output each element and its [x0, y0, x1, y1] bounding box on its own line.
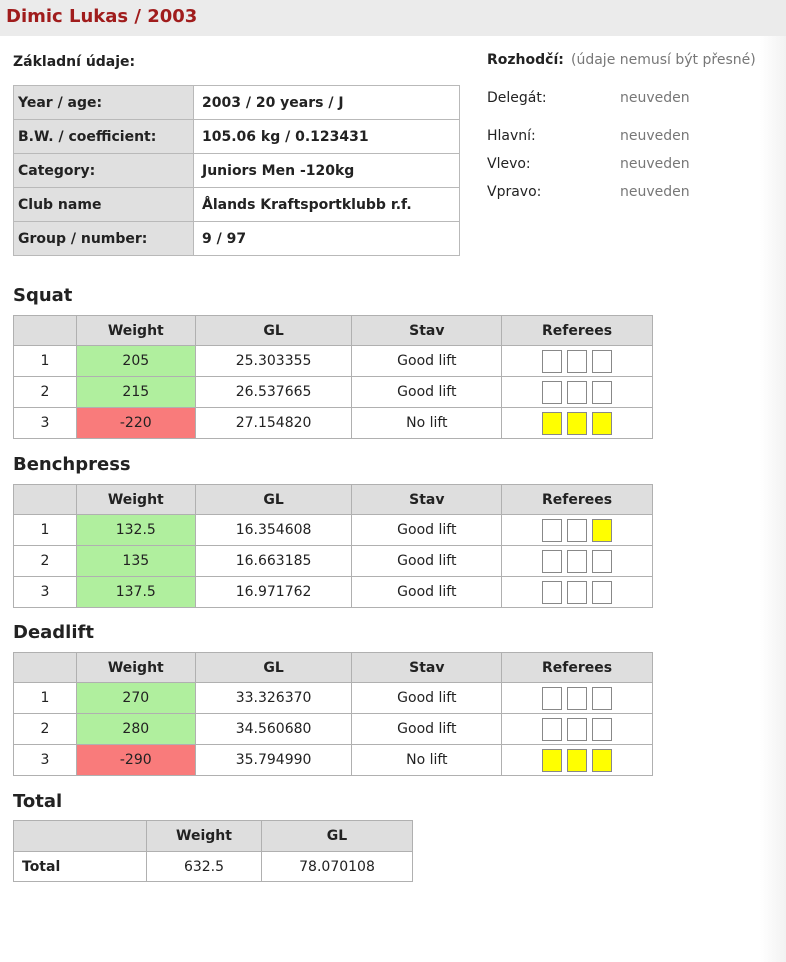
attempt-status: Good lift: [352, 546, 502, 577]
attempt-gl: 33.326370: [195, 683, 352, 714]
attempt-weight: -220: [76, 408, 195, 439]
info-key: Category:: [14, 154, 194, 188]
attempt-gl: 16.663185: [195, 546, 352, 577]
attempt-gl: 16.354608: [195, 515, 352, 546]
attempt-row: [14, 408, 653, 439]
lift-header-row: [14, 316, 653, 346]
referee-light: [542, 581, 562, 604]
referee-lights: [502, 687, 652, 710]
referee-light: [542, 519, 562, 542]
info-row: [14, 188, 460, 222]
referee-lights: [502, 381, 652, 404]
referee-lights: [502, 412, 652, 435]
attempt-status: Good lift: [352, 577, 502, 608]
attempt-referees: [502, 515, 653, 546]
referee-label: Delegát:: [487, 90, 547, 106]
referee-light: [567, 749, 587, 772]
referee-value: neuveden: [620, 156, 690, 172]
attempt-number: 2: [14, 377, 77, 408]
attempt-row: [14, 515, 653, 546]
attempt-row: [14, 683, 653, 714]
referee-value: neuveden: [620, 90, 690, 106]
info-key: B.W. / coefficient:: [14, 120, 194, 154]
info-row: [14, 154, 460, 188]
referee-light: [542, 749, 562, 772]
attempt-number: 3: [14, 577, 77, 608]
referee-light: [592, 550, 612, 573]
attempt-referees: [502, 346, 653, 377]
lift-header-referees: Referees: [502, 316, 653, 346]
attempt-status: Good lift: [352, 683, 502, 714]
attempt-gl: 26.537665: [195, 377, 352, 408]
page-header: [0, 0, 786, 36]
attempt-status: Good lift: [352, 714, 502, 745]
referee-light: [567, 718, 587, 741]
total-header-weight: Weight: [147, 821, 262, 852]
lift-table: [13, 652, 653, 776]
referee-light: [542, 718, 562, 741]
info-key: Year / age:: [14, 86, 194, 120]
attempt-number: 1: [14, 683, 77, 714]
attempt-weight: -290: [76, 745, 195, 776]
lift-header-weight: Weight: [76, 653, 195, 683]
referees-title: Rozhodčí:: [487, 52, 564, 68]
lift-header-referees: Referees: [502, 485, 653, 515]
referee-lights: [502, 350, 652, 373]
attempt-status: Good lift: [352, 346, 502, 377]
referee-lights: [502, 581, 652, 604]
lift-section-title: Benchpress: [13, 454, 131, 475]
lift-header-referees: Referees: [502, 653, 653, 683]
referee-lights: [502, 749, 652, 772]
referee-lights: [502, 718, 652, 741]
total-title: Total: [13, 791, 63, 812]
referee-light: [592, 581, 612, 604]
attempt-number: 1: [14, 515, 77, 546]
attempt-referees: [502, 745, 653, 776]
basic-info-title: Základní údaje:: [13, 54, 136, 70]
referee-light: [567, 687, 587, 710]
info-value: Juniors Men -120kg: [194, 154, 460, 188]
info-row: [14, 120, 460, 154]
total-gl: 78.070108: [262, 852, 413, 882]
attempt-weight: 132.5: [76, 515, 195, 546]
attempt-gl: 25.303355: [195, 346, 352, 377]
lift-section-title: Squat: [13, 285, 73, 306]
referee-lights: [502, 550, 652, 573]
lift-header-number: [14, 653, 77, 683]
total-header-blank: [14, 821, 147, 852]
referee-light: [592, 687, 612, 710]
lift-header-gl: GL: [195, 653, 352, 683]
referee-lights: [502, 519, 652, 542]
info-row: [14, 86, 460, 120]
referee-light: [592, 412, 612, 435]
info-value: 9 / 97: [194, 222, 460, 256]
referee-light: [542, 350, 562, 373]
total-header-row: [14, 821, 413, 852]
attempt-row: [14, 546, 653, 577]
lift-header-gl: GL: [195, 485, 352, 515]
info-value: 2003 / 20 years / J: [194, 86, 460, 120]
info-row: [14, 222, 460, 256]
attempt-number: 3: [14, 408, 77, 439]
lift-header-row: [14, 485, 653, 515]
referee-value: neuveden: [620, 184, 690, 200]
attempt-row: [14, 714, 653, 745]
attempt-status: No lift: [352, 745, 502, 776]
attempt-referees: [502, 714, 653, 745]
lift-table: [13, 484, 653, 608]
lift-section-title: Deadlift: [13, 622, 94, 643]
attempt-gl: 34.560680: [195, 714, 352, 745]
attempt-weight: 135: [76, 546, 195, 577]
lift-header-weight: Weight: [76, 316, 195, 346]
referee-light: [592, 749, 612, 772]
attempt-weight: 215: [76, 377, 195, 408]
attempt-gl: 16.971762: [195, 577, 352, 608]
total-table: [13, 820, 413, 882]
referee-light: [592, 350, 612, 373]
lift-header-number: [14, 485, 77, 515]
referee-light: [567, 581, 587, 604]
total-row: [14, 852, 413, 882]
attempt-referees: [502, 546, 653, 577]
lift-header-number: [14, 316, 77, 346]
attempt-status: No lift: [352, 408, 502, 439]
referee-light: [567, 412, 587, 435]
attempt-status: Good lift: [352, 515, 502, 546]
lift-header-stav: Stav: [352, 653, 502, 683]
referee-light: [542, 687, 562, 710]
lift-header-row: [14, 653, 653, 683]
lift-header-stav: Stav: [352, 485, 502, 515]
referee-light: [542, 381, 562, 404]
referee-light: [542, 412, 562, 435]
attempt-referees: [502, 577, 653, 608]
total-weight: 632.5: [147, 852, 262, 882]
attempt-referees: [502, 408, 653, 439]
attempt-row: [14, 577, 653, 608]
attempt-weight: 280: [76, 714, 195, 745]
attempt-number: 2: [14, 714, 77, 745]
attempt-number: 2: [14, 546, 77, 577]
attempt-number: 3: [14, 745, 77, 776]
lift-header-weight: Weight: [76, 485, 195, 515]
attempt-row: [14, 346, 653, 377]
info-value: 105.06 kg / 0.123431: [194, 120, 460, 154]
attempt-weight: 270: [76, 683, 195, 714]
lift-header-stav: Stav: [352, 316, 502, 346]
referee-label: Vpravo:: [487, 184, 542, 200]
referee-value: neuveden: [620, 128, 690, 144]
info-key: Club name: [14, 188, 194, 222]
basic-info-table: [13, 85, 460, 256]
referee-light: [567, 519, 587, 542]
attempt-referees: [502, 683, 653, 714]
referee-light: [567, 550, 587, 573]
attempt-row: [14, 377, 653, 408]
attempt-gl: 35.794990: [195, 745, 352, 776]
referee-label: Hlavní:: [487, 128, 536, 144]
lift-table: [13, 315, 653, 439]
athlete-title: Dimic Lukas / 2003: [6, 6, 198, 27]
referee-light: [592, 718, 612, 741]
attempt-weight: 205: [76, 346, 195, 377]
attempt-status: Good lift: [352, 377, 502, 408]
referee-light: [592, 519, 612, 542]
attempt-weight: 137.5: [76, 577, 195, 608]
info-key: Group / number:: [14, 222, 194, 256]
info-value: Ålands Kraftsportklubb r.f.: [194, 188, 460, 222]
attempt-referees: [502, 377, 653, 408]
referee-light: [567, 381, 587, 404]
referee-label: Vlevo:: [487, 156, 531, 172]
referee-light: [542, 550, 562, 573]
referees-note: (údaje nemusí být přesné): [571, 52, 756, 68]
referee-light: [567, 350, 587, 373]
total-header-gl: GL: [262, 821, 413, 852]
attempt-gl: 27.154820: [195, 408, 352, 439]
total-label: Total: [14, 852, 147, 882]
referee-light: [592, 381, 612, 404]
attempt-row: [14, 745, 653, 776]
lift-header-gl: GL: [195, 316, 352, 346]
referees-block: [487, 52, 756, 200]
attempt-number: 1: [14, 346, 77, 377]
